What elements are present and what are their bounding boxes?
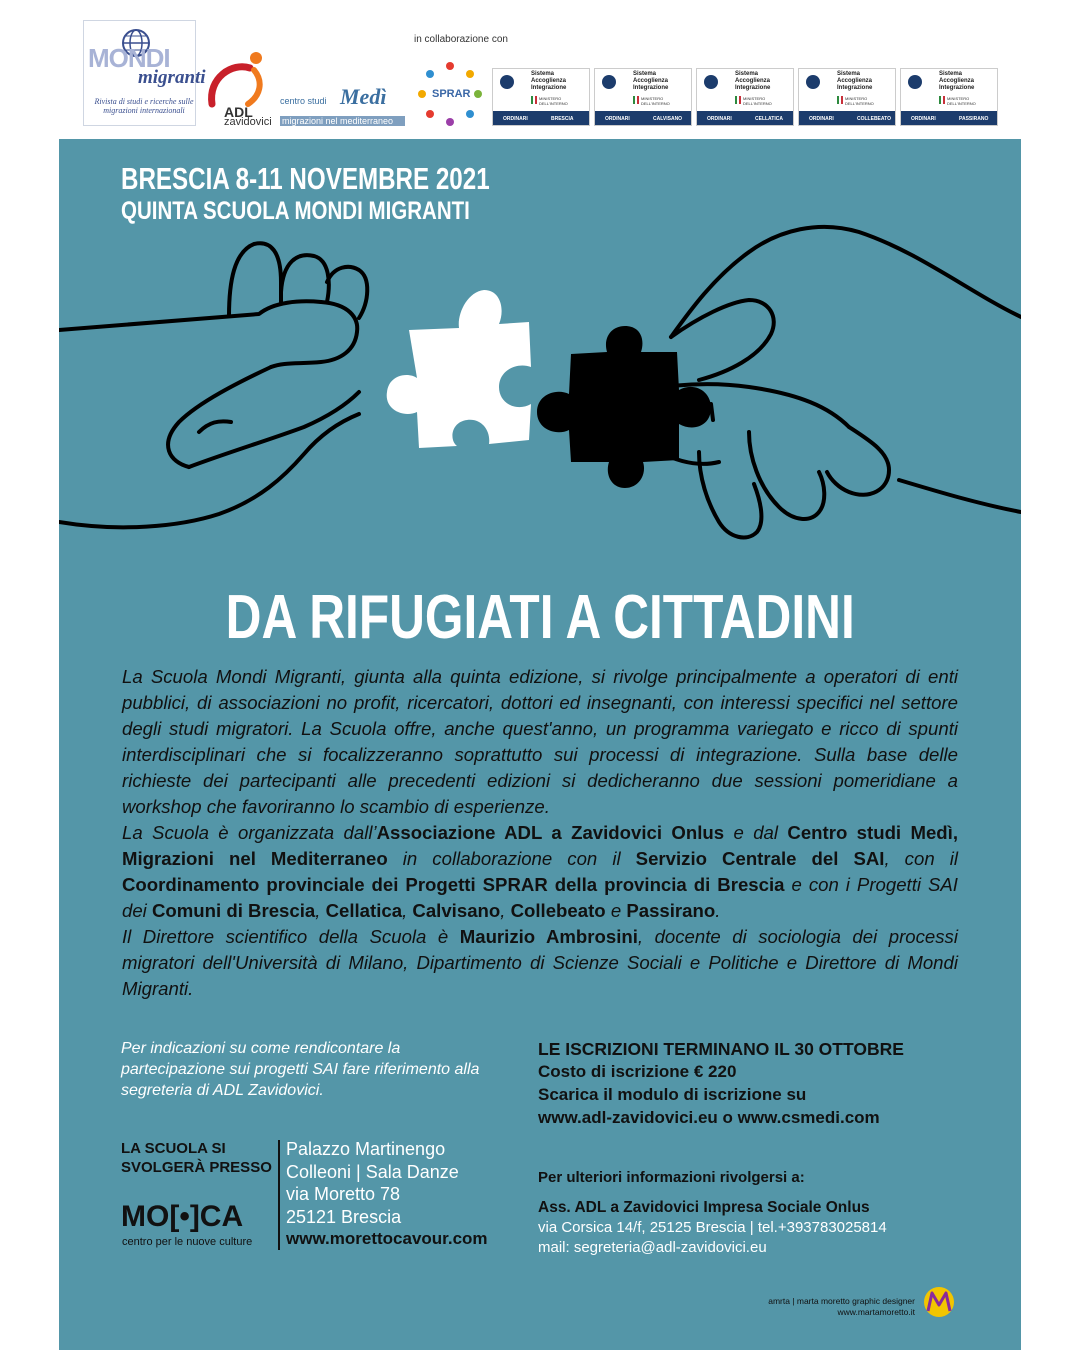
- moca-logo-sub: centro per le nuove culture: [122, 1236, 253, 1248]
- sai-bar: [697, 111, 793, 125]
- left-hand-crease: [199, 421, 231, 432]
- p2-text: e con i Progetti SAI dei: [122, 874, 958, 921]
- right-hand-finger-a: [827, 427, 889, 495]
- p2-text: ,: [315, 900, 326, 921]
- p2-bold: Coordinamento provinciale dei Progetti SPRAR della provincia di Brescia: [122, 874, 785, 895]
- sai-right: BRESCIA: [551, 116, 574, 122]
- p3-text: , docente di sociologia dei processi migratori dell'Università di Milano, Dipartimento di Scienze Sociali e Politiche e Direttore di Mondi Migranti.: [122, 926, 958, 999]
- p2-bold: Comuni di Brescia: [151, 900, 316, 921]
- description-paragraph-1: La Scuola Mondi Migranti, giunta alla quinta edizione, si rivolge principalmente a operatori di enti pubblici, di associazioni no profit, ricercatori, dottori ed insegnanti, con interessi specifici nel settore degli studi migratori. La Scuola offre, anche quest'anno, un programma variegato e ricco di spunti interdisciplinari che si focalizzeranno soprattutto sui processi di integrazione. Sulla base delle richieste dei partecipanti alle precedenti edizioni si dedicheranno due sessioni pomeridiane a workshop che favoriranno lo scambio di esperienze.: [122, 666, 958, 817]
- p2-text: e dal: [724, 822, 788, 843]
- mondi-logo-word2: migranti: [138, 67, 206, 88]
- sai-dot-icon: [602, 75, 616, 89]
- moca-logo-word: MO[•]CA: [121, 1200, 244, 1233]
- sai-title: Sistema Accoglienza Integrazione: [531, 71, 567, 91]
- left-hand-thumb: [271, 302, 357, 367]
- medi-logo-prefix: centro studi: [280, 96, 327, 106]
- event-date: BRESCIA 8-11 NOVEMBRE 2021: [121, 161, 490, 196]
- sai-dot-icon: [806, 75, 820, 89]
- p2-text: ,: [500, 900, 511, 921]
- p2-text: .: [715, 900, 721, 921]
- sai-title: Sistema Accoglienza Integrazione: [633, 71, 669, 91]
- sai-bar: [799, 111, 895, 125]
- medi-logo: [280, 84, 405, 128]
- venue-address-line: Colleoni | Sala Danze: [286, 1161, 459, 1182]
- p2-bold: Centro studi Medì, Migrazioni nel Mediterraneo: [122, 822, 958, 869]
- sai-title: Sistema Accoglienza Integrazione: [837, 71, 873, 91]
- venue-address: [286, 1138, 516, 1251]
- p2-text: e: [605, 900, 627, 921]
- sai-ministry: MINISTERO DELL'INTERNO: [947, 96, 976, 106]
- contact-address: via Corsica 14/f, 25125 Brescia | tel.+393783025814: [538, 1219, 887, 1236]
- p2-text: ,: [402, 900, 413, 921]
- medi-logo-name: Medì: [340, 84, 387, 109]
- adl-figure-icon: [202, 48, 274, 108]
- sai-right: COLLEBEATO: [857, 116, 891, 122]
- sai-left: ORDINARI: [809, 116, 834, 122]
- p2-text: , con il: [884, 848, 958, 869]
- sai-bar: [595, 111, 691, 125]
- contact-heading: Per ulteriori informazioni rivolgersi a:: [538, 1169, 805, 1186]
- description-paragraph-2: [122, 820, 958, 924]
- sprar-logo-name: SPRAR: [432, 88, 471, 100]
- description-body: [122, 664, 958, 1002]
- sai-right: CALVISANO: [653, 116, 683, 122]
- right-hand-arm-bottom: [899, 480, 1021, 512]
- left-hand-outline: [59, 301, 321, 330]
- sai-dot-icon: [908, 75, 922, 89]
- contact-info: [538, 1168, 998, 1258]
- adl-logo-name: ADL: [224, 104, 253, 120]
- p2-bold: Passirano: [626, 900, 716, 921]
- sai-bar: [493, 111, 589, 125]
- hands-puzzle-illustration: [59, 222, 1021, 582]
- sprar-logo: [414, 58, 486, 130]
- p2-bold: Calvisano: [412, 900, 501, 921]
- p2-bold: Servizio Centrale del SAI: [635, 848, 885, 869]
- event-school-name: QUINTA SCUOLA MONDI MIGRANTI: [121, 197, 470, 225]
- sai-left: ORDINARI: [707, 116, 732, 122]
- mondi-migranti-logo: [83, 20, 206, 126]
- p3-bold: Maurizio Ambrosini: [459, 926, 638, 947]
- description-paragraph-3: [122, 924, 958, 1002]
- adl-zavidovici-logo: [202, 48, 274, 130]
- credit-line-1: amrta | marta moretto graphic designer: [768, 1296, 915, 1306]
- header-logos: [0, 0, 1080, 138]
- p2-bold: Cellatica: [325, 900, 403, 921]
- sai-bar: [901, 111, 997, 125]
- sai-logo-passirano: [900, 68, 998, 126]
- sai-ministry: MINISTERO DELL'INTERNO: [743, 96, 772, 106]
- sai-left: ORDINARI: [503, 116, 528, 122]
- italy-flag-icon: [633, 96, 639, 104]
- sai-logo-calvisano: [594, 68, 692, 126]
- sai-title: Sistema Accoglienza Integrazione: [939, 71, 975, 91]
- italy-flag-icon: [837, 96, 843, 104]
- sai-left: ORDINARI: [911, 116, 936, 122]
- registration-download: Scarica il modulo di iscrizione su: [538, 1085, 807, 1104]
- sai-ministry: MINISTERO DELL'INTERNO: [641, 96, 670, 106]
- right-hand-thumb: [671, 300, 774, 380]
- italy-flag-icon: [735, 96, 741, 104]
- p3-text: Il Direttore scientifico della Scuola è: [122, 926, 460, 947]
- collab-label: in collaborazione con: [414, 34, 508, 45]
- italy-flag-icon: [939, 96, 945, 104]
- contact-email-link[interactable]: mail: segreteria@adl-zavidovici.eu: [538, 1239, 767, 1256]
- sai-reporting-note: Per indicazioni su come rendicontare la partecipazione sui progetti SAI fare riferimento alla segreteria di ADL Zavidovici.: [121, 1040, 480, 1099]
- italy-flag-icon: [531, 96, 537, 104]
- sai-title: Sistema Accoglienza Integrazione: [735, 71, 771, 91]
- venue-url-link[interactable]: www.morettocavour.com: [286, 1229, 488, 1248]
- sai-dot-icon: [500, 75, 514, 89]
- main-title: [0, 582, 1080, 653]
- p2-text: in collaborazione con il: [387, 848, 636, 869]
- p2-bold: Collebeato: [510, 900, 606, 921]
- p2-bold: Associazione ADL a Zavidovici Onlus: [376, 822, 725, 843]
- adl-logo-sub: zavidovici: [224, 116, 272, 128]
- venue-address-line: Palazzo Martinengo: [286, 1139, 446, 1159]
- mondi-logo-tagline: Rivista di studi e ricerche sulle migrazioni internazionali: [94, 97, 194, 115]
- left-hand-lower: [168, 367, 271, 467]
- moca-logo: [121, 1200, 271, 1252]
- venue-address-line: via Moretto 78: [286, 1184, 401, 1204]
- registration-sites-link[interactable]: www.adl-zavidovici.eu o www.csmedi.com: [538, 1108, 880, 1127]
- sai-right: CELLATICA: [755, 116, 783, 122]
- white-puzzle-piece: [387, 290, 531, 448]
- left-hand-finger-2: [281, 255, 329, 302]
- sai-dot-icon: [704, 75, 718, 89]
- sai-ministry: MINISTERO DELL'INTERNO: [845, 96, 874, 106]
- designer-credit: [700, 1296, 915, 1318]
- sai-right: PASSIRANO: [959, 116, 989, 122]
- right-hand-arm-top: [671, 227, 1021, 337]
- venue-divider: [278, 1140, 280, 1250]
- mondi-logo-word1: MONDI: [88, 43, 170, 73]
- registration-cost: Costo di iscrizione € 220: [538, 1062, 737, 1081]
- contact-organization: Ass. ADL a Zavidovici Impresa Sociale Onlus: [538, 1199, 870, 1216]
- main-title-text: DA RIFUGIATI A CITTADINI: [225, 583, 855, 652]
- left-hand-wrist: [59, 414, 359, 527]
- registration-info: [538, 1038, 1008, 1129]
- sai-ministry: MINISTERO DELL'INTERNO: [539, 96, 568, 106]
- designer-logo-icon: [922, 1285, 956, 1319]
- sai-logo-brescia: [492, 68, 590, 126]
- venue-address-line: 25121 Brescia: [286, 1206, 402, 1227]
- venue-label: LA SCUOLA SI SVOLGERÀ PRESSO: [121, 1140, 272, 1176]
- medi-logo-sub: migrazioni nel mediterraneo: [280, 116, 405, 126]
- sai-left: ORDINARI: [605, 116, 630, 122]
- p2-text: La Scuola è organizzata dall’: [122, 822, 377, 843]
- credit-link[interactable]: www.martamoretto.it: [837, 1307, 915, 1317]
- sai-logo-cellatica: [696, 68, 794, 126]
- sai-logo-collebeato: [798, 68, 896, 126]
- registration-deadline: LE ISCRIZIONI TERMINANO IL 30 OTTOBRE: [538, 1039, 904, 1059]
